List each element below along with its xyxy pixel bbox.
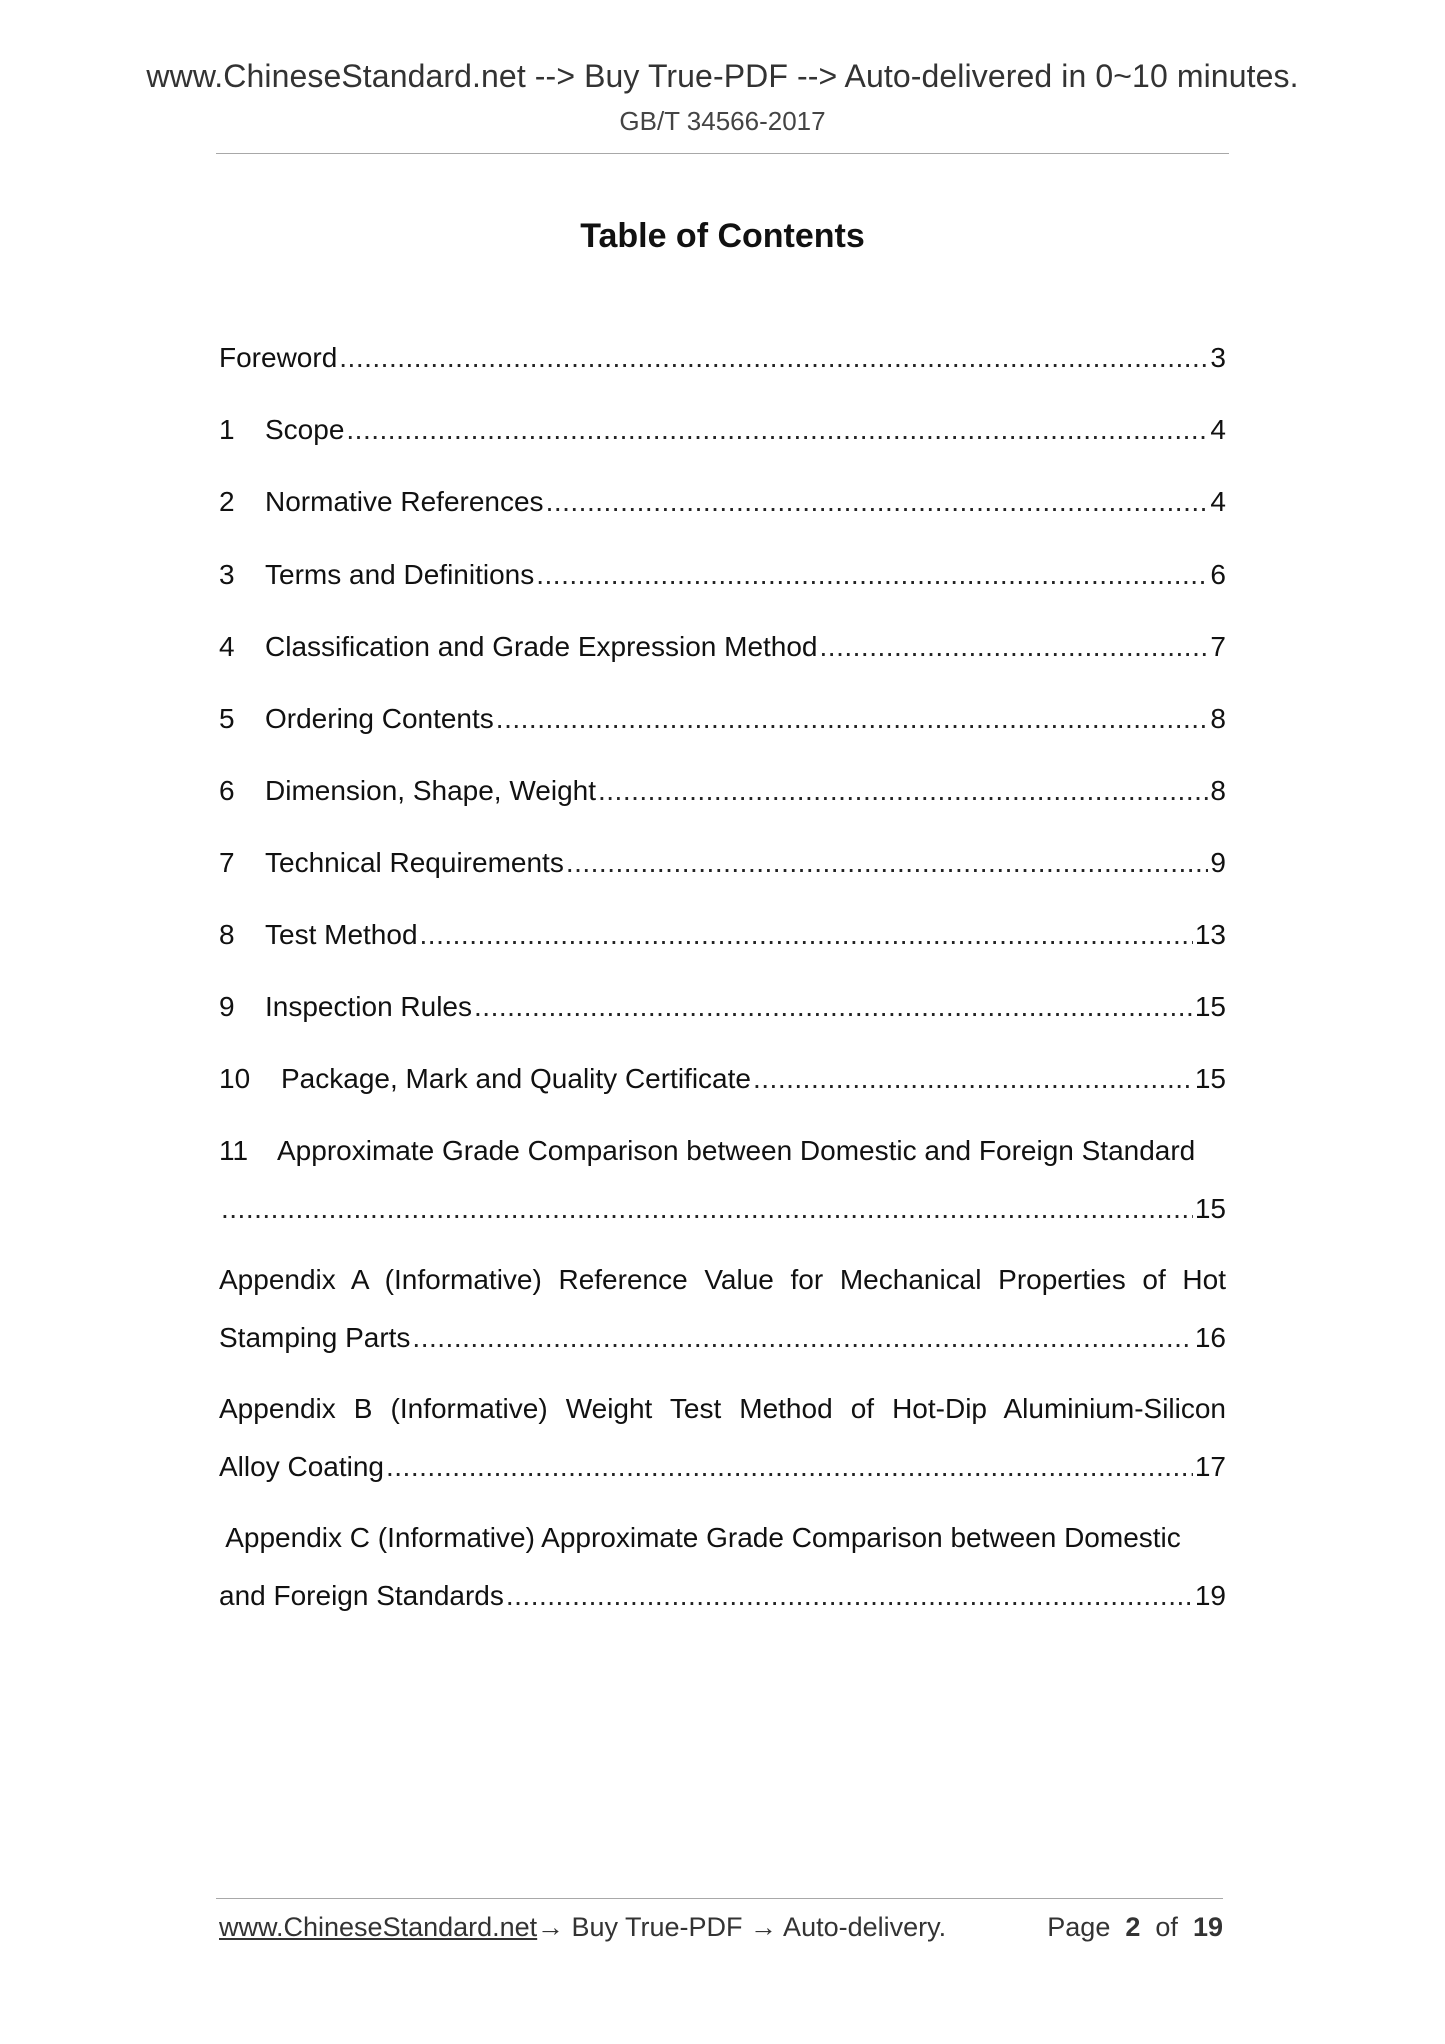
toc-page-number: 4 [1210,486,1226,517]
toc-entry-appendix-c-line2[interactable] [219,1576,1226,1616]
toc-label: Foreword [219,342,338,373]
toc-leader-dots [496,699,1209,739]
toc-leader-dots [598,771,1208,811]
toc-label: Appendix A (Informative) Reference Value for Mechanical Properties of Hot [219,1264,1226,1295]
toc-page-number: 8 [1210,775,1226,806]
current-page-number: 2 [1125,1912,1141,1942]
toc-entry-foreword[interactable] [219,338,1226,378]
toc-entry-terms-definitions[interactable] [219,555,1226,595]
toc-section-number: 1 [219,414,235,445]
toc-entry-appendix-b-line2[interactable] [219,1447,1226,1487]
toc-entry-grade-comparison-line1[interactable] [219,1131,1226,1171]
toc-section-number: 4 [219,631,235,662]
toc-entry-appendix-a-line1[interactable] [219,1260,1226,1300]
toc-label: Dimension, Shape, Weight [265,775,596,806]
toc-section-number: 6 [219,775,235,806]
toc-section-number: 3 [219,559,235,590]
toc-label: Terms and Definitions [265,559,535,590]
toc-entry-scope[interactable] [219,410,1226,450]
toc-leader-dots [536,555,1208,595]
toc-entry-dimension-shape-weight[interactable] [219,771,1226,811]
toc-label: Appendix C (Informative) Approximate Grade Comparison between Domestic [219,1522,1181,1553]
toc-page-number: 15 [1194,1063,1226,1094]
page-footer [219,1912,1223,1952]
toc-label: Scope [265,414,345,445]
toc-label: Normative References [265,486,544,517]
toc-entry-grade-comparison-line2[interactable] [219,1189,1226,1229]
toc-label-continued: Stamping Parts [219,1322,411,1353]
toc-label: Classification and Grade Expression Method [265,631,818,662]
toc-leader-dots [474,987,1193,1027]
toc-page-number: 6 [1210,559,1226,590]
page-word: Page [1047,1912,1111,1942]
toc-page-number: 19 [1194,1580,1226,1611]
toc-label: Approximate Grade Comparison between Domestic and Foreign Standard [277,1135,1196,1166]
toc-entry-ordering-contents[interactable] [219,699,1226,739]
toc-entry-classification[interactable] [219,627,1226,667]
header-banner: www.ChineseStandard.net --> Buy True-PDF --> Auto-delivered in 0~10 minutes. [146,58,1299,94]
toc-label: Test Method [265,919,418,950]
toc-label: Technical Requirements [265,847,564,878]
toc-entry-appendix-c-line1[interactable] [219,1518,1226,1558]
toc-leader-dots [339,338,1208,378]
toc-page-number: 13 [1194,919,1226,950]
toc-page-number: 17 [1194,1451,1226,1482]
toc-entry-normative-references[interactable] [219,482,1226,522]
toc-label: Package, Mark and Quality Certificate [281,1063,751,1094]
toc-leader-dots [546,482,1209,522]
page-title: Table of Contents [580,217,865,255]
toc-leader-dots [412,1318,1192,1358]
toc-label-continued: Alloy Coating [219,1451,384,1482]
footer-divider [216,1898,1223,1899]
toc-page-number: 7 [1210,631,1226,662]
toc-entry-test-method[interactable] [219,915,1226,955]
total-page-count: 19 [1192,1912,1223,1942]
toc-leader-dots [420,915,1193,955]
toc-page-number: 16 [1194,1322,1226,1353]
footer-tagline: → Buy True-PDF → Auto-delivery. [537,1912,947,1942]
toc-entry-technical-requirements[interactable] [219,843,1226,883]
toc-entry-appendix-a-line2[interactable] [219,1318,1226,1358]
toc-entry-package-mark[interactable] [219,1059,1226,1099]
toc-leader-dots [386,1447,1193,1487]
header-divider [216,153,1229,154]
toc-section-number: 7 [219,847,235,878]
toc-label-continued: and Foreign Standards [219,1580,504,1611]
toc-leader-dots [221,1189,1193,1229]
toc-leader-dots [753,1059,1193,1099]
toc-section-number: 5 [219,703,235,734]
toc-section-number: 11 [219,1135,249,1166]
toc-leader-dots [506,1576,1193,1616]
of-word: of [1155,1912,1178,1942]
toc-section-number: 2 [219,486,235,517]
toc-label: Inspection Rules [265,991,473,1022]
toc-leader-dots [346,410,1208,450]
toc-page-number: 4 [1210,414,1226,445]
standard-code: GB/T 34566-2017 [619,106,826,136]
toc-label: Ordering Contents [265,703,494,734]
toc-section-number: 8 [219,919,235,950]
toc-page-number: 15 [1194,991,1226,1022]
toc-page-number: 9 [1210,847,1226,878]
footer-site-link[interactable]: www.ChineseStandard.net [219,1912,538,1942]
toc-page-number: 15 [1194,1193,1226,1224]
toc-leader-dots [820,627,1209,667]
toc-entry-appendix-b-line1[interactable] [219,1389,1226,1429]
toc-label: Appendix B (Informative) Weight Test Method of Hot-Dip Aluminium-Silicon [219,1393,1226,1424]
toc-section-number: 10 [219,1063,251,1094]
toc-entry-inspection-rules[interactable] [219,987,1226,1027]
toc-leader-dots [566,843,1209,883]
toc-page-number: 3 [1210,342,1226,373]
toc-section-number: 9 [219,991,235,1022]
page-indicator [1047,1912,1223,1943]
toc-page-number: 8 [1210,703,1226,734]
